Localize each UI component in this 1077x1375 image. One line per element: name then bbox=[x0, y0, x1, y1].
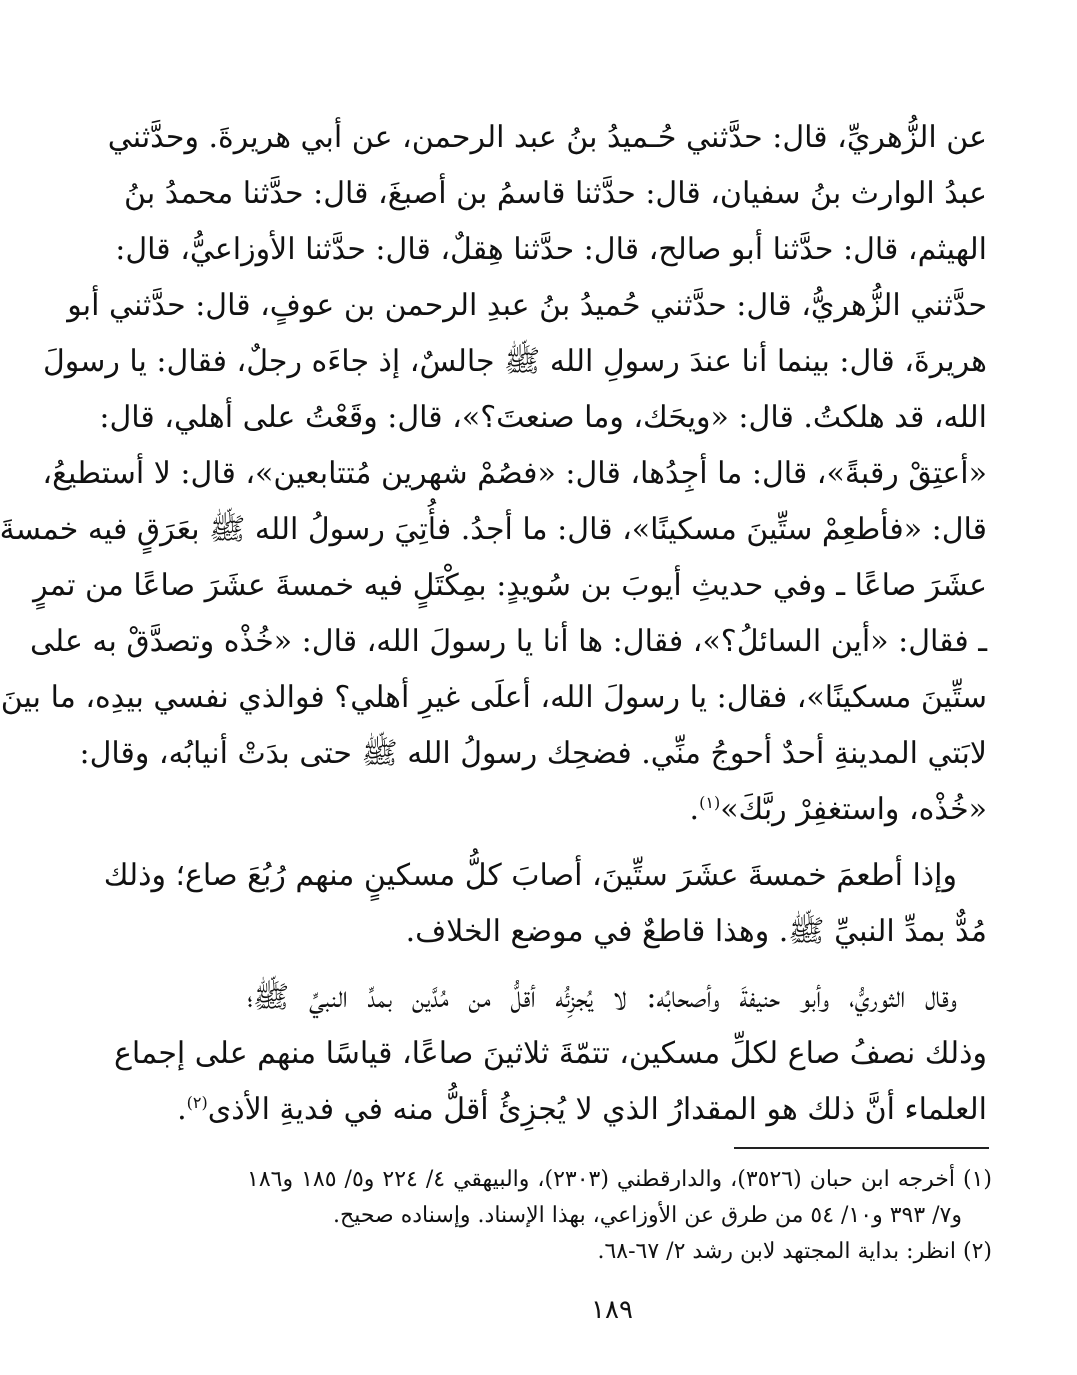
footnote-ref-2[interactable]: (٢) bbox=[186, 1093, 208, 1112]
text-line: عبدُ الوارث بنُ سفيان، قال: حدَّثنا قاسمُ بن أصبغَ، قال: حدَّثنا محمدُ بنُ bbox=[123, 176, 987, 211]
text-line bbox=[177, 1082, 987, 1138]
text-line: مُدٌّ بمدِّ النبيِّ ﷺ. وهذا قاطعٌ في موضع الخلاف. bbox=[405, 914, 987, 949]
footnote-line: (١) أخرجه ابن حبان (٣٥٢٦)، والدارقطني (٢٣٠٣)، والبيهقي ٤/ ٢٢٤ و٥/ ١٨٥ و١٨٦ bbox=[247, 1167, 993, 1192]
text-line-content: العلماء أنَّ ذلك هو المقدارُ الذي لا يُجزِئُ أقلُّ منه في فديةِ الأذى bbox=[207, 1092, 987, 1127]
punctuation: . bbox=[689, 792, 700, 827]
text-line: الهيثم، قال: حدَّثنا أبو صالح، قال: حدَّثنا هِقلٌ، قال: حدَّثنا الأوزاعيُّ، قال: bbox=[115, 232, 987, 267]
text-line: «أعتِقْ رقبةً»، قال: ما أجِدُها، قال: «فصُمْ شهرين مُتتابعين»، قال: لا أستطيعُ، bbox=[42, 456, 987, 491]
text-line: ستِّينَ مسكينًا»، فقال: يا رسولَ الله، أعلَى غيرِ أهلي؟ فوالذي نفسي بيدِه، ما بينَ bbox=[0, 680, 987, 715]
footnote-line: (٢) انظر: بداية المجتهد لابن رشد ٢/ ٦٧-٦٨. bbox=[597, 1239, 992, 1264]
text-line: لابَتي المدينةِ أحدٌ أحوجُ منِّي. فضحِك رسولُ الله ﷺ حتى بدَتْ أنيابُه، وقال: bbox=[79, 736, 987, 771]
text-line-content: «خُذْه، واستغفِرْ ربَّكَ» bbox=[720, 792, 987, 827]
footnote-separator bbox=[734, 1147, 989, 1149]
text-line: وقال الثوريُّ، وأبو حنيفةَ وأصحابُه: لا يُجزِئُه أقلُّ من مُدَّين بمدِّ النبيِّ ﷺ؛ bbox=[247, 980, 957, 1015]
text-line: ـ فقال: «أين السائلُ؟»، فقال: ها أنا يا رسولَ الله، قال: «خُذْه وتصدَّقْ به على bbox=[30, 624, 987, 659]
text-line: قال: «فأطعِمْ ستِّينَ مسكينًا»، قال: ما أجدُ. فأُتِيَ رسولُ الله ﷺ بعَرَقٍ فيه خمسةَ bbox=[0, 512, 987, 547]
paragraph-gap bbox=[247, 838, 987, 848]
text-line: وإذا أطعمَ خمسةَ عشَرَ ستِّينَ، أصابَ كلُّ مسكينٍ منهم رُبُعَ صاع؛ وذلك bbox=[103, 858, 957, 893]
main-text bbox=[0, 110, 987, 1138]
text-line: وذلك نصفُ صاع لكلِّ مسكين، تتمّةَ ثلاثينَ صاعًا، قياسًا منهم على إجماع bbox=[114, 1036, 987, 1071]
text-line: عن الزُّهريِّ، قال: حدَّثني حُـميدُ بنُ عبد الرحمن، عن أبي هريرةَ. وحدَّثني bbox=[107, 120, 987, 155]
paragraph-gap bbox=[247, 960, 987, 970]
footnotes bbox=[247, 1162, 992, 1270]
text-line: هريرةَ، قال: بينما أنا عندَ رسولِ الله ﷺ جالسٌ، إذ جاءَه رجلٌ، فقال: يا رسولَ bbox=[42, 344, 987, 379]
text-line bbox=[247, 782, 987, 838]
footnote-line: و٧/ ٣٩٣ و١٠/ ٥٤ من طرق عن الأوزاعي، بهذا الإسناد. وإسناده صحيح. bbox=[333, 1203, 962, 1228]
page-number: ١٨٩ bbox=[591, 1295, 633, 1325]
text-line: حدَّثني الزُّهريُّ، قال: حدَّثني حُميدُ بنُ عبدِ الرحمن بن عوفٍ، قال: حدَّثني أبو bbox=[67, 288, 987, 323]
footnote-ref-1[interactable]: (١) bbox=[699, 793, 721, 812]
text-line: عشَرَ صاعًا ـ وفي حديثِ أيوبَ بن سُويدٍ: بمِكْتَلٍ فيه خمسةَ عشَرَ صاعًا من تمرٍ bbox=[33, 568, 987, 603]
text-line: الله، قد هلكتُ. قال: «ويحَك، وما صنعتَ؟»، قال: وقَعْتُ على أهلي، قال: bbox=[99, 400, 987, 435]
punctuation: . bbox=[177, 1092, 187, 1127]
